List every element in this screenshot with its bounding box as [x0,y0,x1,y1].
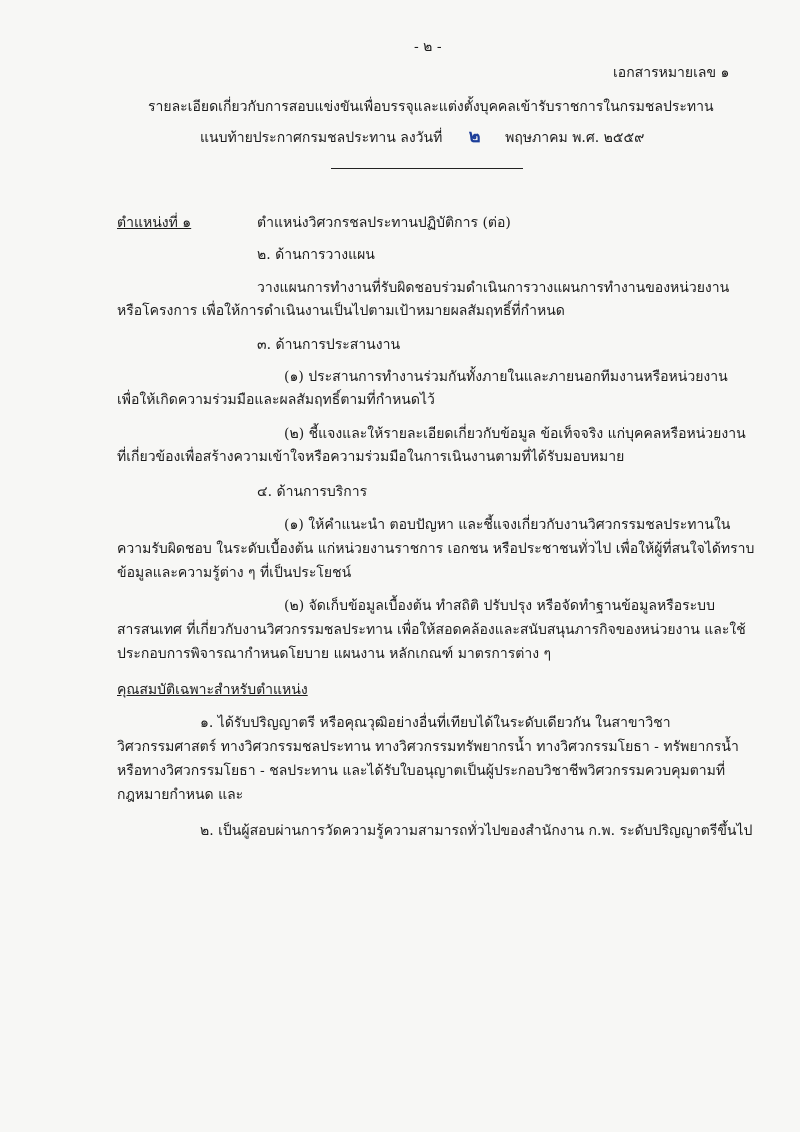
position-label: ตำแหน่งที่ ๑ [117,215,192,231]
service-heading: ๔. ด้านการบริการ [257,484,368,500]
title-divider [331,168,523,169]
qualification-item2-line1: ๒. เป็นผู้สอบผ่านการวัดความรู้ความสามารถทั่วไปของสำนักงาน ก.พ. ระดับปริญญาตรีขึ้นไป [200,823,753,839]
service-item1-line1: (๑) ให้คำแนะนำ ตอบปัญหา และชี้แจงเกี่ยวกับงานวิศวกรรมชลประทานใน [284,517,731,533]
qualification-item1-line4: กฎหมายกำหนด และ [117,787,244,803]
qualification-item1-line2: วิศวกรรมศาสตร์ ทางวิศวกรรมชลประทาน ทางวิศวกรรมทรัพยากรน้ำ ทางวิศวกรรมโยธา - ทรัพยากรน้ำ [117,739,739,755]
planning-line2: หรือโครงการ เพื่อให้การดำเนินงานเป็นไปตามเป้าหมายผลสัมฤทธิ์ที่กำหนด [117,303,565,319]
coordination-item1-line2: เพื่อให้เกิดความร่วมมือและผลสัมฤทธิ์ตามที่กำหนดไว้ [117,392,435,408]
document-title-line2 [200,128,644,147]
announcement-date-prefix: แนบท้ายประกาศกรมชลประทาน ลงวันที่ [200,130,443,146]
service-item2-line3: ประกอบการพิจารณากำหนดโยบาย แผนงาน หลักเกณฑ์ มาตรการต่าง ๆ [117,646,552,662]
planning-heading: ๒. ด้านการวางแผน [257,247,375,263]
coordination-item1-line1: (๑) ประสานการทำงานร่วมกันทั้งภายในและภายนอกทีมงานหรือหน่วยงาน [284,369,728,385]
qualifications-heading: คุณสมบัติเฉพาะสำหรับตำแหน่ง [117,682,308,698]
coordination-item2-line2: ที่เกี่ยวข้องเพื่อสร้างความเข้าใจหรือความร่วมมือในการเนินงานตามที่ได้รับมอบหมาย [117,449,625,465]
service-item2-line2: สารสนเทศ ที่เกี่ยวกับงานวิศวกรรมชลประทาน เพื่อให้สอดคล้องและสนับสนุนภารกิจของหน่วยงาน และใช้ [117,622,746,638]
coordination-heading: ๓. ด้านการประสานงาน [257,337,401,353]
document-title-line1: รายละเอียดเกี่ยวกับการสอบแข่งขันเพื่อบรรจุและแต่งตั้งบุคคลเข้ารับราชการในกรมชลประทาน [148,99,714,115]
position-title: ตำแหน่งวิศวกรชลประทานปฏิบัติการ (ต่อ) [257,215,511,231]
announcement-date-suffix: พฤษภาคม พ.ศ. ๒๕๕๙ [505,130,645,146]
qualification-item1-line1: ๑. ได้รับปริญญาตรี หรือคุณวุฒิอย่างอื่นที่เทียบได้ในระดับเดียวกัน ในสาขาวิชา [200,715,671,731]
handwritten-day: ๒ [468,126,481,147]
coordination-item2-line1: (๒) ชี้แจงและให้รายละเอียดเกี่ยวกับข้อมูล ข้อเท็จจริง แก่บุคคลหรือหน่วยงาน [284,426,746,442]
service-item1-line3: ข้อมูลและความรู้ต่าง ๆ ที่เป็นประโยชน์ [117,565,352,581]
service-item1-line2: ความรับผิดชอบ ในระดับเบื้องต้น แก่หน่วยงานราชการ เอกชน หรือประชาชนทั่วไป เพื่อให้ผู้ที่สนใจได้ทราบ [117,541,755,557]
service-item2-line1: (๒) จัดเก็บข้อมูลเบื้องต้น ทำสถิติ ปรับปรุง หรือจัดทำฐานข้อมูลหรือระบบ [284,598,715,614]
qualification-item1-line3: หรือทางวิศวกรรมโยธา - ชลประทาน และได้รับใบอนุญาตเป็นผู้ประกอบวิชาชีพวิศวกรรมควบคุมตามที่ [117,763,726,779]
document-reference: เอกสารหมายเลข ๑ [613,65,730,81]
planning-line1: วางแผนการทำงานที่รับผิดชอบร่วมดำเนินการวางแผนการทำงานของหน่วยงาน [257,280,730,296]
page-number: - ๒ - [414,39,442,55]
